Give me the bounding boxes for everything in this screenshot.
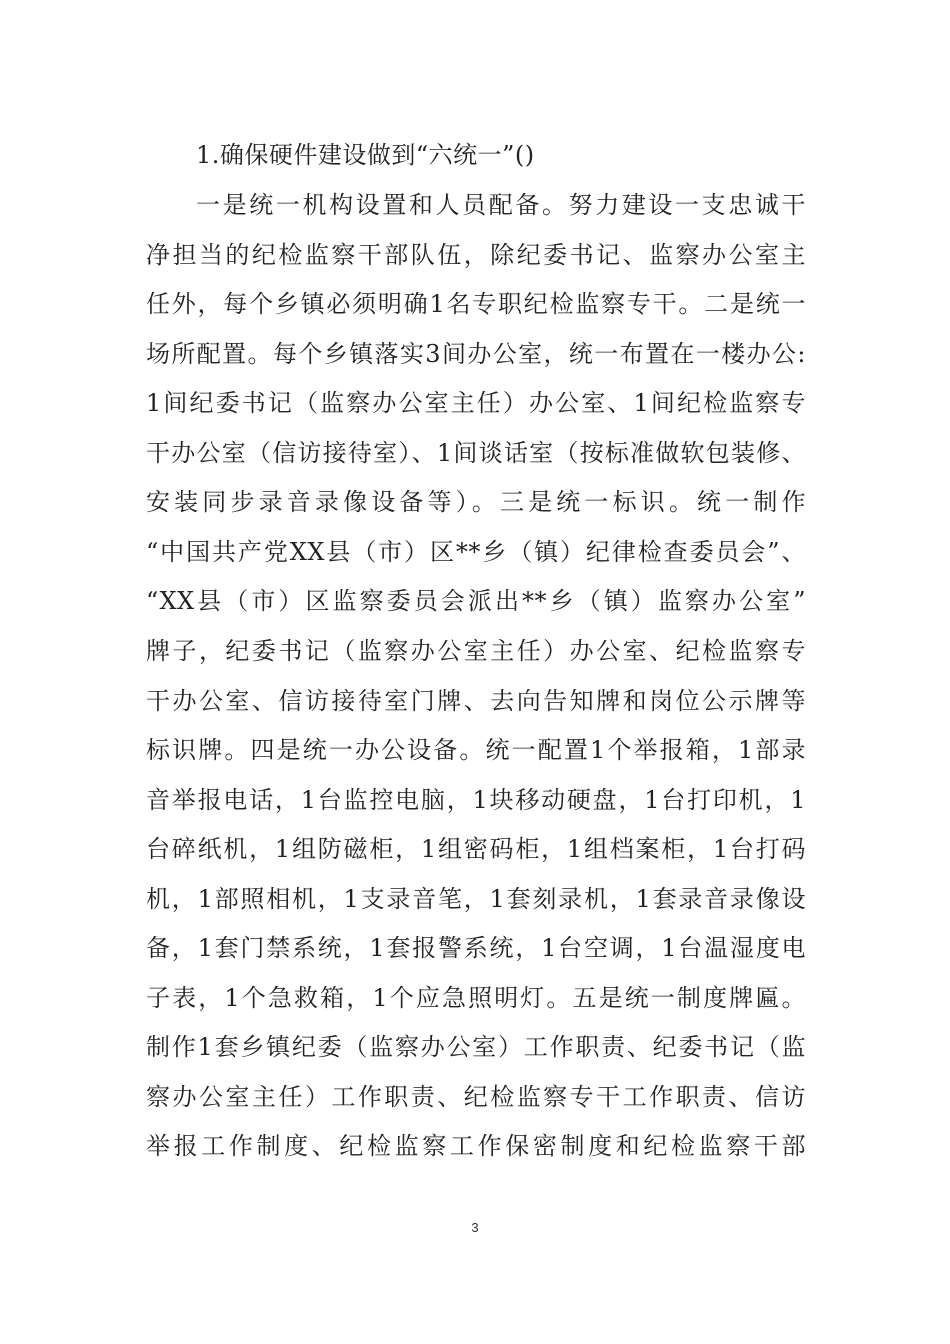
body-line: 安装同步录音录像设备等）。三是统一标识。统一制作 <box>146 488 806 516</box>
body-line: “中国共产党XX县（市）区**乡（镇）纪律检查委员会”、 <box>146 538 806 566</box>
body-line: 子表，1个急救箱，1个应急照明灯。五是统一制度牌匾。 <box>146 984 806 1012</box>
body-line: 台碎纸机，1组防磁柜，1组密码柜，1组档案柜，1台打码 <box>146 835 806 863</box>
body-line: 备，1套门禁系统，1套报警系统，1台空调，1台温湿度电 <box>146 934 806 962</box>
body-line: 标识牌。四是统一办公设备。统一配置1个举报箱，1部录 <box>146 736 806 764</box>
body-line: 1间纪委书记（监察办公室主任）办公室、1间纪检监察专 <box>146 389 806 417</box>
body-line: 干办公室、信访接待室门牌、去向告知牌和岗位公示牌等 <box>146 687 806 715</box>
body-line: 一是统一机构设置和人员配备。努力建设一支忠诚干 <box>196 191 806 219</box>
body-line: “XX县（市）区监察委员会派出**乡（镇）监察办公室” <box>146 587 806 615</box>
body-line: 任外，每个乡镇必须明确1名专职纪检监察专干。二是统一 <box>146 290 806 318</box>
body-line: 举报工作制度、纪检监察工作保密制度和纪检监察干部 <box>146 1132 806 1160</box>
body-line: 机，1部照相机，1支录音笔，1套刻录机，1套录音录像设 <box>146 885 806 913</box>
body-line: 场所配置。每个乡镇落实3间办公室，统一布置在一楼办公: <box>146 340 806 368</box>
body-line: 音举报电话，1台监控电脑，1块移动硬盘，1台打印机，1 <box>146 786 806 814</box>
section-heading: 1.确保硬件建设做到“六统一”() <box>196 141 535 169</box>
body-line: 干办公室（信访接待室）、1间谈话室（按标准做软包装修、 <box>146 439 806 467</box>
body-line: 净担当的纪检监察干部队伍，除纪委书记、监察办公室主 <box>146 241 806 269</box>
page-number: 3 <box>471 1220 479 1235</box>
body-line: 制作1套乡镇纪委（监察办公室）工作职责、纪委书记（监 <box>146 1033 806 1061</box>
body-line: 牌子，纪委书记（监察办公室主任）办公室、纪检监察专 <box>146 637 806 665</box>
body-line: 察办公室主任）工作职责、纪检监察专干工作职责、信访 <box>146 1083 806 1111</box>
